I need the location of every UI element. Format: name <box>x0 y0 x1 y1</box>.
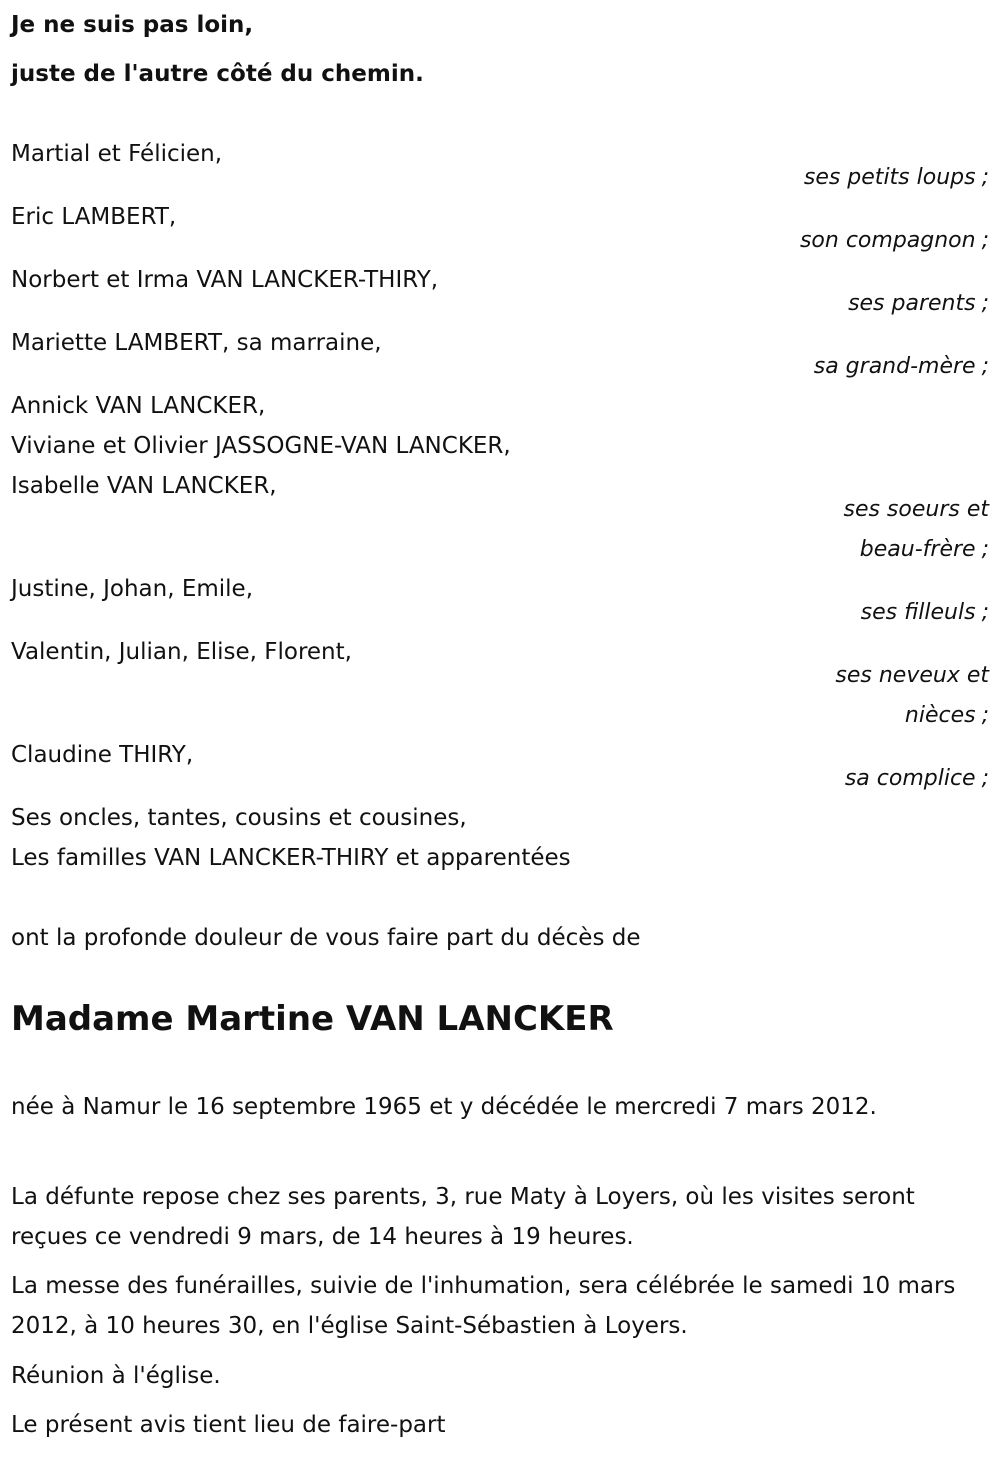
funeral-mass-paragraph: La messe des funérailles, suivie de l'inhumation, sera célébrée le samedi 10 mars 2012, à 10 heures 30, en l'église Saint-Sébastien à Loyers. <box>11 1273 956 1339</box>
family-name-line: Mariette LAMBERT, sa marraine, <box>11 330 382 356</box>
meeting-paragraph: Réunion à l'église. <box>11 1363 221 1389</box>
visits-paragraph: La défunte repose chez ses parents, 3, rue Maty à Loyers, où les visites seront reçues ce vendredi 9 mars, de 14 heures à 19 heures. <box>11 1184 915 1250</box>
family-name-line: Martial et Félicien, <box>11 141 223 167</box>
family-name-line: Isabelle VAN LANCKER, <box>11 473 277 499</box>
family-relation: sa complice ; <box>844 766 989 791</box>
family-name-line: Annick VAN LANCKER, <box>11 393 266 419</box>
family-name-line: Norbert et Irma VAN LANCKER-THIRY, <box>11 267 439 293</box>
family-name-line: Eric LAMBERT, <box>11 204 177 230</box>
announcement: ont la profonde douleur de vous faire part du décès de <box>11 925 641 951</box>
epigraph-line-2: juste de l'autre côté du chemin. <box>11 61 424 87</box>
family-name-line: Valentin, Julian, Elise, Florent, <box>11 639 352 665</box>
family-relation: son compagnon ; <box>799 228 989 253</box>
family-relation: ses parents ; <box>848 291 989 316</box>
others-line-2: Les familles VAN LANCKER-THIRY et apparentées <box>11 845 571 871</box>
family-relation: sa grand-mère ; <box>813 354 989 379</box>
others-line-1: Ses oncles, tantes, cousins et cousines, <box>11 805 467 831</box>
family-relation: nièces ; <box>904 703 989 728</box>
birth-death-paragraph: née à Namur le 16 septembre 1965 et y décédée le mercredi 7 mars 2012. <box>11 1094 877 1120</box>
family-name-line: Claudine THIRY, <box>11 742 194 768</box>
epigraph-line-1: Je ne suis pas loin, <box>11 12 254 38</box>
family-relation: ses soeurs et <box>843 497 989 522</box>
deceased-name: Madame Martine VAN LANCKER <box>11 999 614 1039</box>
family-relation: beau-frère ; <box>859 537 989 562</box>
notice-paragraph: Le présent avis tient lieu de faire-part <box>11 1412 446 1438</box>
family-relation: ses neveux et <box>835 663 989 688</box>
family-name-line: Viviane et Olivier JASSOGNE-VAN LANCKER, <box>11 433 511 459</box>
family-name-line: Justine, Johan, Emile, <box>11 576 254 602</box>
family-relation: ses petits loups ; <box>803 165 989 190</box>
family-relation: ses filleuls ; <box>860 600 989 625</box>
